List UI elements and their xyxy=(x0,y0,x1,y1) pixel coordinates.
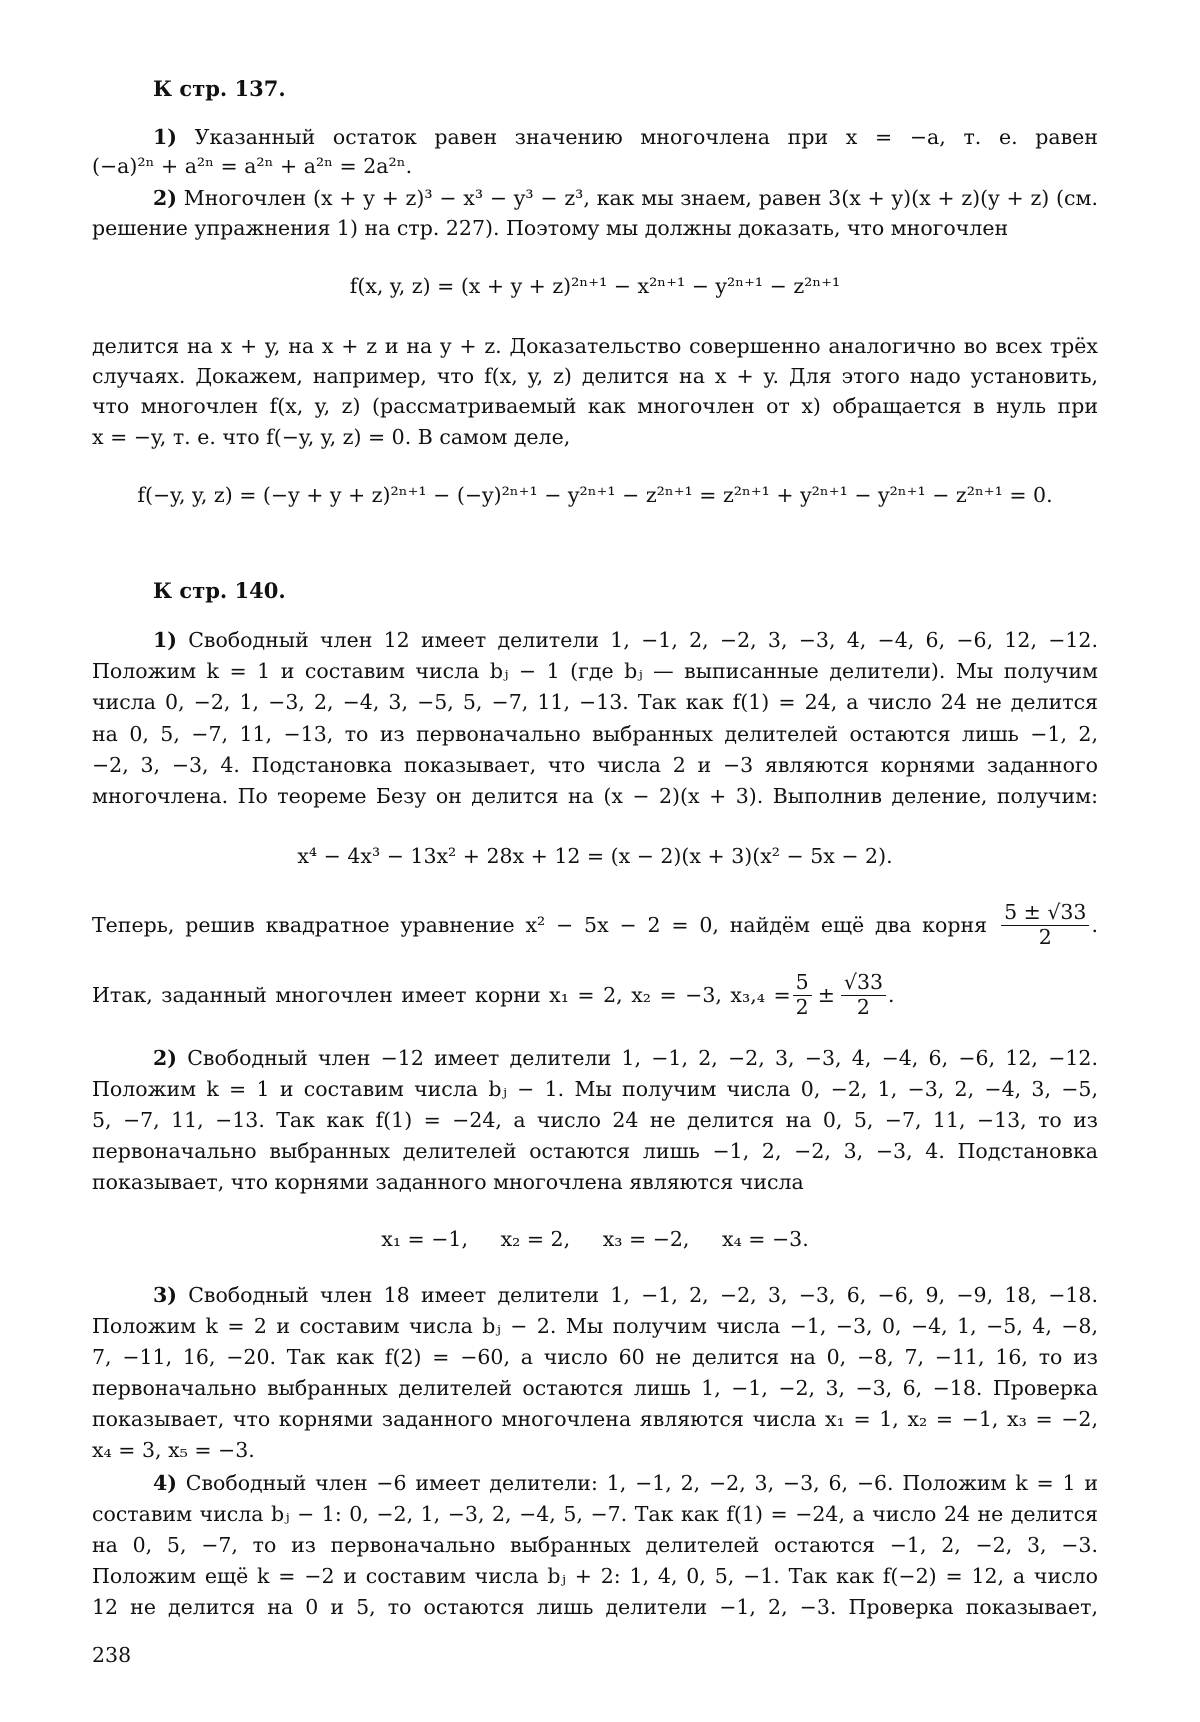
s137-p3-line4: x = −y, т. е. что f(−y, y, z) = 0. В самом деле, xyxy=(92,427,1098,448)
item-number-1: 1) xyxy=(153,628,177,652)
item-number-3: 3) xyxy=(153,1283,177,1307)
s140-a-line2: Положим k = 1 и составим числа bⱼ − 1 (где bⱼ — выписанные делители). Мы получим xyxy=(92,661,1098,682)
s140-c-line6: x₄ = 3, x₅ = −3. xyxy=(92,1440,1098,1461)
s140-a-line1: 1) Свободный член 12 имеет делители 1, −1, 2, −2, 3, −3, 4, −4, 6, −6, 12, −12. xyxy=(153,630,1098,651)
s140-b-line2: Положим k = 1 и составим числа bⱼ − 1. Мы получим числа 0, −2, 1, −3, 2, −4, 3, −5, xyxy=(92,1079,1098,1100)
fraction-roots: 5 ± √33 2 xyxy=(1001,901,1089,949)
s140-d-line1: 4) Свободный член −6 имеет делители: 1, −1, 2, −2, 3, −3, 6, −6. Положим k = 1 и xyxy=(153,1473,1098,1494)
fraction-sqrt-halves: √33 2 xyxy=(841,971,886,1019)
s137-p3-line2: случаях. Докажем, например, что f(x, y, z) делится на x + y. Для этого надо установить, xyxy=(92,366,1098,387)
s137-p3-line1: делится на x + y, на x + z и на y + z. Доказательство совершенно аналогично во всех трёх xyxy=(92,336,1098,357)
s137-p2-line1: 2) Многочлен (x + y + z)³ − x³ − y³ − z³, как мы знаем, равен 3(x + y)(x + z)(y + z) (см. xyxy=(153,188,1098,209)
s140-a-line5: −2, 3, −3, 4. Подстановка показывает, что числа 2 и −3 являются корнями заданного xyxy=(92,755,1098,776)
s140-a-line8: Итак, заданный многочлен имеет корни x₁ = 2, x₂ = −3, x₃,₄ = 5 2 ± √33 2 . xyxy=(92,972,1098,1018)
s140-b-line3: 5, −7, 11, −13. Так как f(1) = −24, а число 24 не делится на 0, 5, −7, 11, −13, то из xyxy=(92,1110,1098,1131)
s140-b-line5: показывает, что корнями заданного многочлена являются числа xyxy=(92,1172,1098,1193)
s140-c-line2: Положим k = 2 и составим числа bⱼ − 2. Мы получим числа −1, −3, 0, −4, 1, −5, 4, −8, xyxy=(92,1316,1098,1337)
s140-d-line2: составим числа bⱼ − 1: 0, −2, 1, −3, 2, −4, 5, −7. Так как f(1) = −24, а число 24 не делится xyxy=(92,1504,1098,1525)
formula-f-definition: f(x, y, z) = (x + y + z)²ⁿ⁺¹ − x²ⁿ⁺¹ − y²ⁿ⁺¹ − z²ⁿ⁺¹ xyxy=(92,276,1098,297)
item-number-4: 4) xyxy=(153,1471,177,1495)
item-number-2: 2) xyxy=(153,1046,177,1070)
s140-d-line3: на 0, 5, −7, то из первоначально выбранных делителей остаются −1, 2, −2, 3, −3. xyxy=(92,1535,1098,1556)
s137-p2-line2: решение упражнения 1) на стр. 227). Поэтому мы должны доказать, что многочлен xyxy=(92,218,1098,239)
s137-p1-line2: (−a)²ⁿ + a²ⁿ = a²ⁿ + a²ⁿ = 2a²ⁿ. xyxy=(92,156,1098,177)
s140-a-line7: Теперь, решив квадратное уравнение x² − 5x − 2 = 0, найдём ещё два корня 5 ± √33 2 . xyxy=(92,902,1098,948)
item-number-2: 2) xyxy=(153,186,177,210)
s140-a-line7-text: Теперь, решив квадратное уравнение x² − 5x − 2 = 0, найдём ещё два корня xyxy=(92,915,999,936)
s140-a-line4: на 0, 5, −7, 11, −13, то из первоначально выбранных делителей остаются лишь −1, 2, xyxy=(92,724,1098,745)
formula-f-substitution: f(−y, y, z) = (−y + y + z)²ⁿ⁺¹ − (−y)²ⁿ⁺¹ − y²ⁿ⁺¹ − z²ⁿ⁺¹ = z²ⁿ⁺¹ + y²ⁿ⁺¹ − y²ⁿ⁺¹ − z²ⁿ⁺¹ = 0. xyxy=(92,485,1098,506)
fraction-five-halves: 5 2 xyxy=(793,971,812,1019)
formula-roots-list: x₁ = −1, x₂ = 2, x₃ = −2, x₄ = −3. xyxy=(92,1229,1098,1250)
s137-p1-line1: 1) Указанный остаток равен значению многочлена при x = −a, т. е. равен xyxy=(153,127,1098,148)
s140-c-line4: первоначально выбранных делителей остаются лишь 1, −1, −2, 3, −3, 6, −18. Проверка xyxy=(92,1378,1098,1399)
s140-b-line1: 2) Свободный член −12 имеет делители 1, −1, 2, −2, 3, −3, 4, −4, 6, −6, 12, −12. xyxy=(153,1048,1098,1069)
plus-minus-sign: ± xyxy=(818,985,835,1006)
s140-c-line1: 3) Свободный член 18 имеет делители 1, −1, 2, −2, 3, −3, 6, −6, 9, −9, 18, −18. xyxy=(153,1285,1098,1306)
s140-a-line8-text: Итак, заданный многочлен имеет корни x₁ = 2, x₂ = −3, x₃,₄ = xyxy=(92,985,791,1006)
item-number-1: 1) xyxy=(153,125,177,149)
s137-p3-line3: что многочлен f(x, y, z) (рассматриваемый как многочлен от x) обращается в нуль при xyxy=(92,396,1098,417)
s140-c-line3: 7, −11, 16, −20. Так как f(2) = −60, а число 60 не делится на 0, −8, 7, −11, 16, то из xyxy=(92,1347,1098,1368)
formula-factorization: x⁴ − 4x³ − 13x² + 28x + 12 = (x − 2)(x + 3)(x² − 5x − 2). xyxy=(92,846,1098,867)
s140-b-line4: первоначально выбранных делителей остаются лишь −1, 2, −2, 3, −3, 4. Подстановка xyxy=(92,1141,1098,1162)
page-number: 238 xyxy=(92,1645,131,1666)
s140-a-line3: числа 0, −2, 1, −3, 2, −4, 3, −5, 5, −7, 11, −13. Так как f(1) = 24, а число 24 не делится xyxy=(92,692,1098,713)
s140-d-line4: Положим ещё k = −2 и составим числа bⱼ + 2: 1, 4, 0, 5, −1. Так как f(−2) = 12, а число xyxy=(92,1566,1098,1587)
page xyxy=(0,0,1200,1722)
s140-c-line5: показывает, что корнями заданного многочлена являются числа x₁ = 1, x₂ = −1, x₃ = −2, xyxy=(92,1409,1098,1430)
section-heading-137: К стр. 137. xyxy=(153,78,286,99)
section-heading-140: К стр. 140. xyxy=(153,580,286,601)
s140-d-line5: 12 не делится на 0 и 5, то остаются лишь делители −1, 2, −3. Проверка показывает, xyxy=(92,1597,1098,1618)
s140-a-line6: многочлена. По теореме Безу он делится на (x − 2)(x + 3). Выполнив деление, получим: xyxy=(92,786,1098,807)
